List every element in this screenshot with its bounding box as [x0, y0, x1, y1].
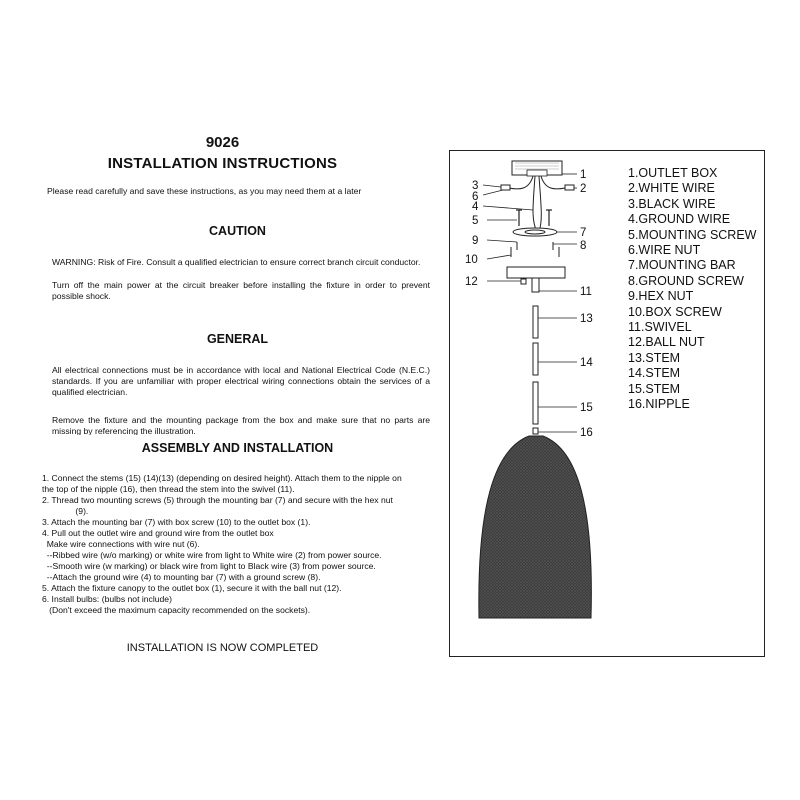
- leader-lines: [483, 174, 577, 432]
- callout-6: 6: [472, 191, 479, 203]
- callout-11: 12: [465, 276, 478, 288]
- mounting-bar: [513, 228, 557, 236]
- callout-7: 7: [580, 227, 587, 239]
- document-number: 9026: [205, 134, 240, 151]
- assembly-steps: [42, 473, 437, 616]
- parts-list-item: 2.WHITE WIRE: [628, 181, 715, 196]
- parts-list: [628, 166, 756, 413]
- intro-text: Please read carefully and save these instructions, as you may need them at a later: [47, 186, 362, 196]
- step-line: the top of the nipple (16), then thread the stem into the swivel (11).: [42, 484, 295, 494]
- step-line: 4. Pull out the outlet wire and ground wire from the outlet box: [42, 528, 274, 538]
- parts-list-item: 16.NIPPLE: [628, 397, 690, 412]
- callout-13: 13: [580, 313, 593, 325]
- callout-15: 15: [580, 402, 593, 414]
- parts-list-item: 8.GROUND SCREW: [628, 273, 744, 288]
- step-line: --Ribbed wire (w/o marking) or white wire from light to White wire (2) from power source.: [42, 550, 382, 560]
- step-line: --Smooth wire (w marking) or black wire from light to Black wire (3) from power source.: [42, 561, 376, 571]
- step-line: (Don't exceed the maximum capacity recommended on the sockets).: [42, 605, 311, 615]
- parts-list-item: 1.OUTLET BOX: [628, 166, 718, 180]
- outlet-box: [512, 161, 562, 176]
- parts-list-item: 12.BALL NUT: [628, 335, 705, 350]
- step-line: 5. Attach the fixture canopy to the outlet box (1), secure it with the ball nut (12).: [42, 583, 342, 593]
- parts-list-item: 15.STEM: [628, 381, 681, 396]
- general-heading: GENERAL: [206, 332, 269, 346]
- parts-list-item: 14.STEM: [628, 366, 681, 381]
- caution-power-off: Turn off the main power at the circuit breaker before installing the fixture in order to prevent possible shock.: [52, 280, 430, 301]
- parts-list-item: 7.MOUNTING BAR: [628, 258, 736, 273]
- parts-list-item: 4.GROUND WIRE: [628, 212, 731, 227]
- parts-list-item: 10.BOX SCREW: [628, 304, 722, 319]
- step-line: 6. Install bulbs: (bulbs not include): [42, 594, 172, 604]
- wires: [509, 176, 565, 232]
- step-line: 3. Attach the mounting bar (7) with box screw (10) to the outlet box (1).: [42, 517, 311, 527]
- parts-list-item: 6.WIRE NUT: [628, 243, 701, 258]
- stems: [533, 306, 538, 424]
- callout-1: 1: [580, 169, 587, 181]
- general-paragraph-2: Remove the fixture and the mounting package from the box and make sure that no parts are missing by referencing the illustration.: [52, 415, 430, 435]
- callout-2: 2: [580, 183, 587, 195]
- callout-4: 4: [472, 201, 479, 213]
- callout-9: 9: [472, 235, 479, 247]
- completion-note: INSTALLATION IS NOW COMPLETED: [126, 642, 319, 654]
- wire-nut: [501, 185, 574, 190]
- caution-warning: WARNING: Risk of Fire. Consult a qualified electrician to ensure correct branch circuit conductor.: [52, 257, 421, 267]
- assembly-heading: ASSEMBLY AND INSTALLATION: [141, 441, 334, 455]
- callout-16: 16: [580, 427, 593, 439]
- swivel: [532, 278, 539, 292]
- box-screw: [511, 242, 559, 257]
- step-line: 1. Connect the stems (15) (14)(13) (depending on desired height). Attach them to the nipple on: [42, 473, 402, 483]
- caution-heading: CAUTION: [209, 224, 266, 238]
- step-line: (9).: [42, 506, 89, 516]
- parts-list-item: 5.MOUNTING SCREW: [628, 227, 757, 242]
- callout-5: 5: [472, 215, 479, 227]
- parts-list-item: 11.SWIVEL: [628, 320, 692, 335]
- callout-10: 10: [465, 254, 478, 266]
- callout-8: 8: [580, 240, 587, 252]
- parts-list-item: 9.HEX NUT: [628, 289, 694, 304]
- parts-list-item: 3.BLACK WIRE: [628, 196, 716, 211]
- pendant-shade: [479, 436, 592, 618]
- step-line: --Attach the ground wire (4) to mounting bar (7) with a ground screw (8).: [42, 572, 321, 582]
- step-line: 2. Thread two mounting screws (5) through the mounting bar (7) and secure with the hex nut: [42, 495, 393, 505]
- step-line: Make wire connections with wire nut (6).: [42, 539, 200, 549]
- callout-3: 3: [472, 180, 479, 192]
- nipple: [533, 428, 538, 434]
- document-title: INSTALLATION INSTRUCTIONS: [107, 155, 338, 172]
- callout-11b: 11: [580, 286, 592, 298]
- parts-list-item: 13.STEM: [628, 350, 681, 365]
- callout-14: 14: [580, 357, 593, 369]
- general-paragraph-1: All electrical connections must be in accordance with local and National Electrical Code (N.E.C.) standards. If you are unfamiliar with proper electrical wiring connections obtain the services of a qualified electrician.: [52, 365, 430, 397]
